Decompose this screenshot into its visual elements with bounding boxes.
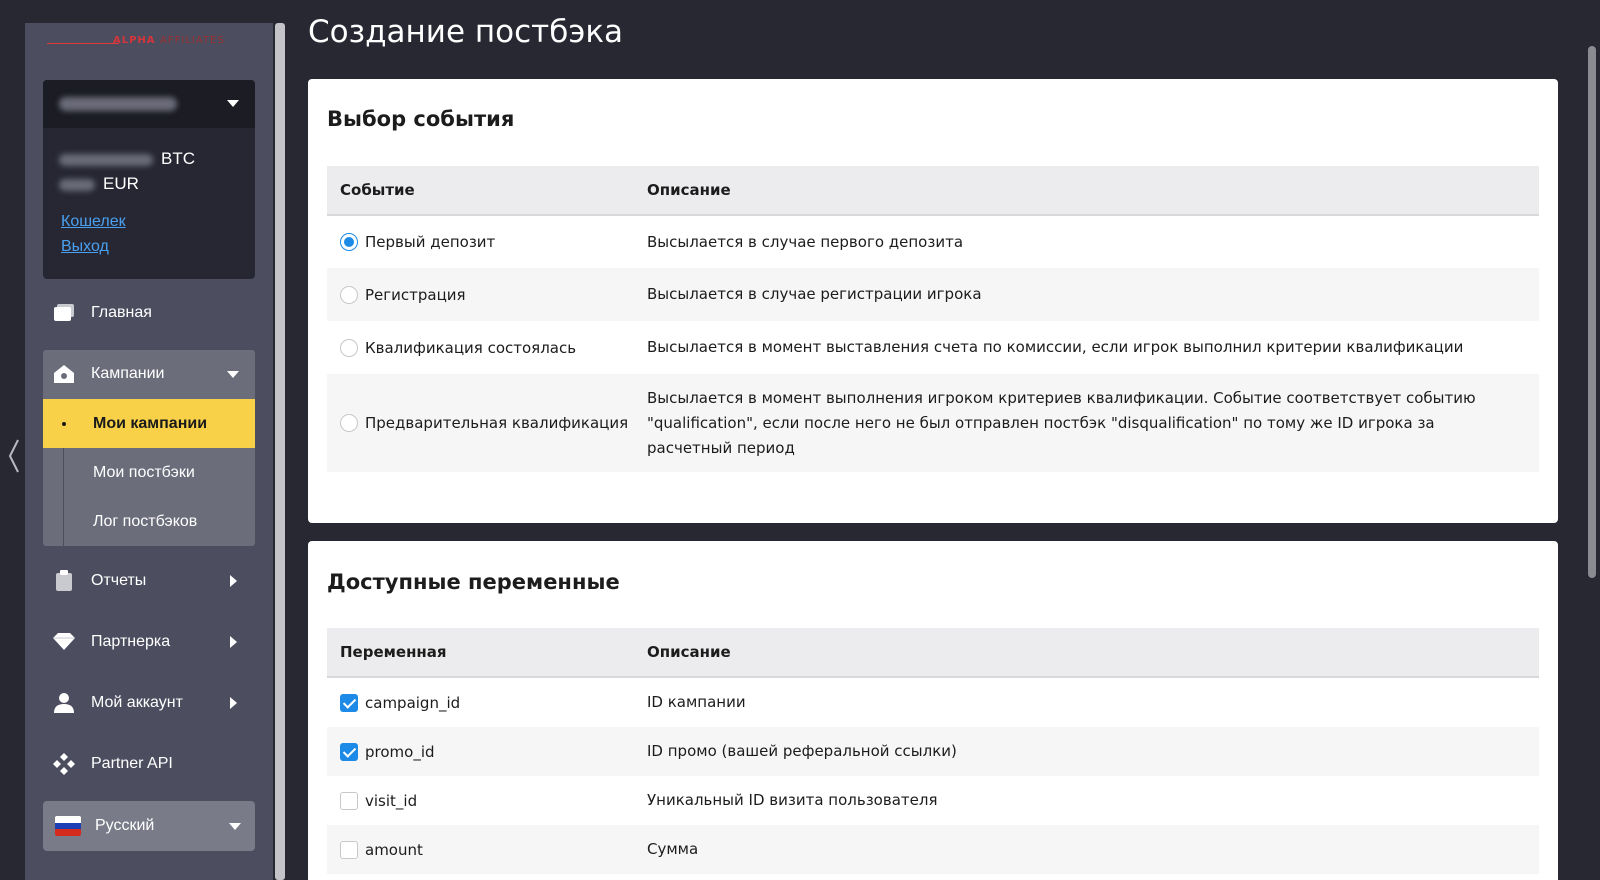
sidebar <box>25 23 273 880</box>
api-icon <box>51 751 77 777</box>
table-row[interactable] <box>327 216 1539 268</box>
sidebar-item-partner-api[interactable] <box>43 740 255 788</box>
event-name: Регистрация <box>365 285 466 304</box>
balance-currency: BTC <box>161 149 195 168</box>
language-label: Русский <box>95 817 155 834</box>
event-description: Высылается в случае первого депозита <box>647 232 964 251</box>
table-row[interactable] <box>327 374 1539 472</box>
column-header-description: Описание <box>647 181 731 199</box>
table-row[interactable] <box>327 825 1539 874</box>
variables-table <box>327 628 1539 874</box>
event-name: Предварительная квалификация <box>365 414 629 432</box>
user-icon <box>51 690 77 716</box>
event-radio-first-deposit[interactable] <box>340 233 358 251</box>
russian-flag-icon <box>55 816 81 836</box>
chevron-right-icon <box>230 697 237 709</box>
table-row[interactable] <box>327 776 1539 825</box>
account-panel <box>43 80 255 279</box>
sidebar-item-label: Кампании <box>91 365 165 382</box>
event-radio-registration[interactable] <box>340 286 358 304</box>
sidebar-item-label: Партнерка <box>91 633 171 650</box>
table-header <box>327 166 1539 216</box>
variable-checkbox-amount[interactable] <box>340 841 358 859</box>
event-radio-qualification[interactable] <box>340 339 358 357</box>
sidebar-subitem-label: Мои кампании <box>93 414 208 432</box>
sidebar-item-label: Отчеты <box>91 572 147 589</box>
event-description: Высылается в момент выставления счета по комиссии, если игрок выполнил критерии квалификации <box>647 338 1464 356</box>
balance-eur <box>59 174 139 194</box>
variable-description: ID кампании <box>647 693 746 711</box>
campaigns-group <box>43 350 255 546</box>
table-row[interactable] <box>327 268 1539 321</box>
sidebar-subitem-label: Мои постбэки <box>93 463 195 481</box>
balance-amount-redacted <box>59 154 153 166</box>
sidebar-scrollbar[interactable] <box>275 23 285 880</box>
account-email-redacted <box>59 97 177 111</box>
variable-name: campaign_id <box>365 693 461 712</box>
events-card <box>308 79 1558 523</box>
logout-link[interactable]: Выход <box>61 238 109 255</box>
balance-currency: EUR <box>103 174 139 193</box>
logo[interactable] <box>47 35 247 49</box>
wallet-link[interactable]: Кошелек <box>61 213 126 230</box>
page-title: Создание постбэка <box>308 14 624 50</box>
sidebar-item-label: Главная <box>91 304 152 321</box>
event-description: Высылается в случае регистрации игрока <box>647 285 982 303</box>
logo-text-sub: AFFILIATES <box>160 35 225 46</box>
balance-amount-redacted <box>59 179 95 191</box>
chevron-down-icon <box>227 371 239 378</box>
home-icon <box>51 300 77 326</box>
sidebar-item-home[interactable] <box>43 289 255 337</box>
collapse-sidebar-icon[interactable] <box>4 436 22 476</box>
variable-name: promo_id <box>365 742 435 761</box>
sidebar-item-label: Partner API <box>91 755 173 772</box>
sidebar-item-campaigns[interactable] <box>43 350 255 398</box>
table-row[interactable] <box>327 321 1539 374</box>
chevron-down-icon <box>229 823 241 830</box>
logo-text <box>113 35 225 46</box>
column-header-description: Описание <box>647 643 731 661</box>
sidebar-subitem-postback-log[interactable] <box>43 497 255 546</box>
account-header[interactable] <box>43 80 255 128</box>
variable-description: ID промо (вашей реферальной ссылки) <box>647 742 957 760</box>
language-selector[interactable] <box>43 801 255 851</box>
variable-name: amount <box>365 840 423 859</box>
logo-line <box>47 43 119 44</box>
variables-card <box>308 541 1558 880</box>
variable-name: visit_id <box>365 791 418 810</box>
sidebar-subitem-label: Лог постбэков <box>93 512 198 530</box>
campaigns-icon <box>51 361 77 387</box>
variable-checkbox-promo-id[interactable] <box>340 743 358 761</box>
sidebar-subitem-my-campaigns[interactable] <box>43 399 255 448</box>
main-scrollbar-thumb[interactable] <box>1588 46 1596 578</box>
sidebar-item-reports[interactable] <box>43 557 255 605</box>
chevron-right-icon <box>230 636 237 648</box>
logo-text-main: ALPHA <box>113 35 156 46</box>
chevron-down-icon[interactable] <box>227 100 239 107</box>
clipboard-icon <box>51 568 77 594</box>
event-name: Первый депозит <box>365 233 496 251</box>
event-name: Квалификация состоялась <box>365 338 577 357</box>
sidebar-item-label: Мой аккаунт <box>91 694 183 711</box>
variable-description: Сумма <box>647 840 699 858</box>
balance-btc <box>59 149 195 169</box>
diamond-icon <box>51 629 77 655</box>
sidebar-item-account[interactable] <box>43 679 255 727</box>
column-header-variable: Переменная <box>340 643 447 661</box>
table-row[interactable] <box>327 678 1539 727</box>
events-table <box>327 166 1539 472</box>
table-header <box>327 628 1539 678</box>
column-header-event: Событие <box>340 181 415 199</box>
event-description: Высылается в момент выполнения игроком критериев квалификации. Событие соответствует событию "qualification", если после него не был отправлен постбэк "disqualification" по тому же ID игрока за расчетный период <box>647 388 1476 457</box>
sidebar-subitem-my-postbacks[interactable] <box>43 448 255 497</box>
events-card-title: Выбор события <box>327 107 515 131</box>
sidebar-item-partner[interactable] <box>43 618 255 666</box>
event-radio-prequalification[interactable] <box>340 414 358 432</box>
variable-checkbox-visit-id[interactable] <box>340 792 358 810</box>
table-row[interactable] <box>327 727 1539 776</box>
chevron-right-icon <box>230 575 237 587</box>
variable-description: Уникальный ID визита пользователя <box>647 791 938 809</box>
variables-card-title: Доступные переменные <box>327 570 620 594</box>
active-dot-icon <box>62 422 66 426</box>
variable-checkbox-campaign-id[interactable] <box>340 694 358 712</box>
